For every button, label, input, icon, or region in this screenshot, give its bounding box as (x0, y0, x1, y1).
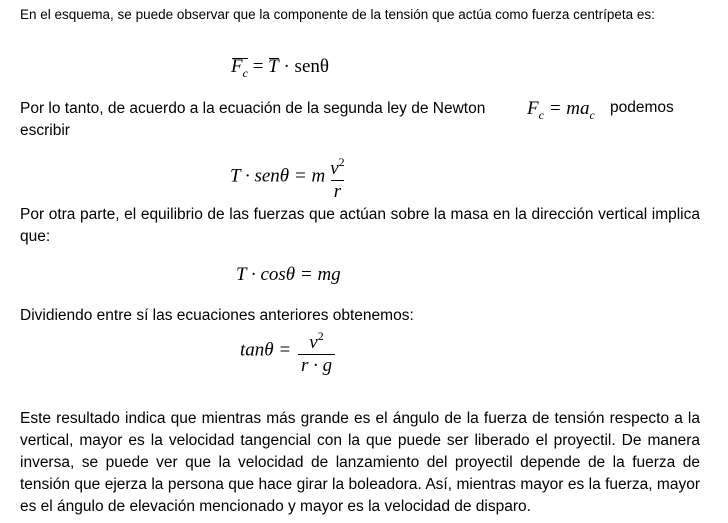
paragraph-newton: Por lo tanto, de acuerdo a la ecuación de la segunda ley de Newton (20, 100, 486, 117)
eq4-denominator: r · g (300, 355, 333, 376)
paragraph-conclusion: Este resultado indica que mientras más grande es el ángulo de la fuerza de tensión respecto a la vertical, mayor es la velocidad tangencial con la que puede ser liberado el proyectil. De manera inversa, se puede ver que la velocidad de lanzamiento del proyectil depende de la fuerza de tensión que ejerza la persona que hace girar la boleadora. Así, mientras mayor es la fuerza, mayor es el ángulo de elevación mencionado y mayor es la velocidad de disparo. (20, 410, 700, 515)
eq2-denominator: r (333, 181, 342, 202)
paragraph-dividing: Dividiendo entre sí las ecuaciones anteriores obtenemos: (20, 307, 414, 324)
tension-symbol: T (268, 56, 279, 77)
intro-text: En el esquema, se puede observar que la componente de la tensión que actúa como fuerza centrípeta es: (20, 7, 655, 22)
newton-rhs: = ma (543, 98, 590, 119)
eq4-exponent: 2 (317, 329, 324, 343)
equals-sign: = (247, 56, 269, 77)
equation-tangent (240, 326, 335, 376)
force-subscript: c (242, 66, 248, 80)
paragraph-newton-continuation: escribir (20, 122, 70, 139)
eq4-fraction (298, 326, 335, 376)
newton-lhs-sub: c (538, 108, 544, 122)
equation-tension-cosine (236, 264, 341, 286)
eq2-exponent: 2 (338, 155, 345, 169)
newton-lhs: F (527, 98, 539, 119)
eq2-lhs: T · senθ = m (230, 165, 326, 187)
equation-tension-sine (230, 152, 348, 202)
paragraph-equilibrium: Por otra parte, el equilibrio de las fuerzas que actúan sobre la masa en la dirección vertical implica que: (20, 206, 700, 245)
eq2-fraction (327, 152, 347, 202)
eq2-numerator: v (330, 158, 339, 179)
paragraph-newton-end: podemos (610, 99, 674, 116)
eq4-lhs: tanθ = (240, 339, 296, 361)
equation-centripetal-force (231, 56, 329, 81)
force-symbol: F (231, 56, 243, 77)
sine-term: · senθ (278, 56, 329, 77)
eq3-text: T · cosθ = mg (236, 264, 341, 285)
newton-rhs-sub: c (589, 108, 595, 122)
eq4-numerator: v (309, 332, 318, 353)
